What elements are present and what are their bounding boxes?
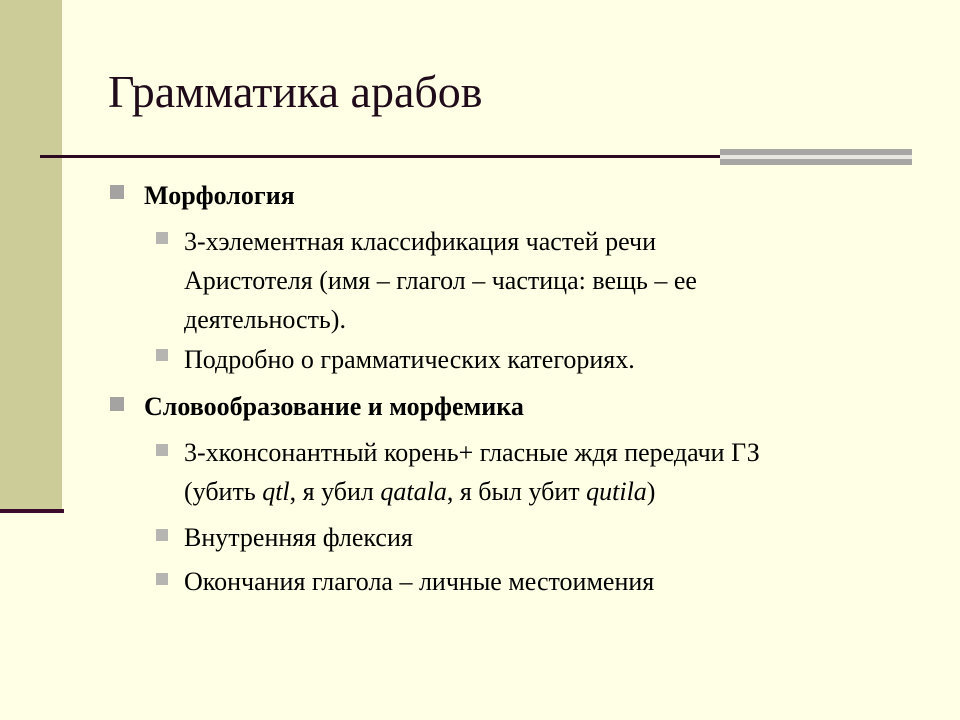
- level1-bullet-icon: [110, 185, 124, 199]
- list-item-text: 3-хконсонантный корень+ гласные ждя передачи ГЗ: [184, 438, 760, 467]
- level2-bullet-icon: [156, 444, 168, 456]
- italic-term: qatala: [380, 477, 447, 506]
- level2-bullet-icon: [156, 232, 168, 244]
- title-rule-dark: [40, 155, 720, 158]
- left-decorative-band: [0, 0, 62, 512]
- list-item-text-continued: Аристотеля (имя – глагол – частица: вещь – ее: [184, 266, 697, 295]
- italic-term: qutila: [586, 477, 647, 506]
- left-band-base-line: [0, 509, 64, 513]
- text-run: (убить: [184, 477, 263, 506]
- list-item-text-continued: [184, 472, 894, 512]
- level2-bullet-icon: [156, 349, 168, 361]
- section-heading: Словообразование и морфемика: [144, 392, 524, 421]
- list-item-text: Окончания глагола – личные местоимения: [184, 567, 655, 596]
- list-item-text: Внутренняя флексия: [184, 523, 413, 552]
- italic-term: qtl: [262, 477, 290, 506]
- level2-bullet-icon: [156, 529, 168, 541]
- text-run: ): [646, 477, 656, 506]
- list-item-text: Подробно о грамматических категориях.: [184, 345, 635, 374]
- text-run: , я убил: [289, 477, 381, 506]
- list-item-text-continued: деятельность).: [184, 305, 346, 334]
- text-run: , я был убит: [446, 477, 587, 506]
- title-rule-grey-highlight: [720, 155, 912, 159]
- slide-title: Грамматика арабов: [108, 66, 483, 117]
- section-heading: Морфология: [144, 181, 295, 210]
- list-item-text: 3-хэлементная классификация частей речи: [184, 227, 657, 256]
- level1-bullet-icon: [110, 397, 124, 411]
- level2-bullet-icon: [156, 573, 168, 585]
